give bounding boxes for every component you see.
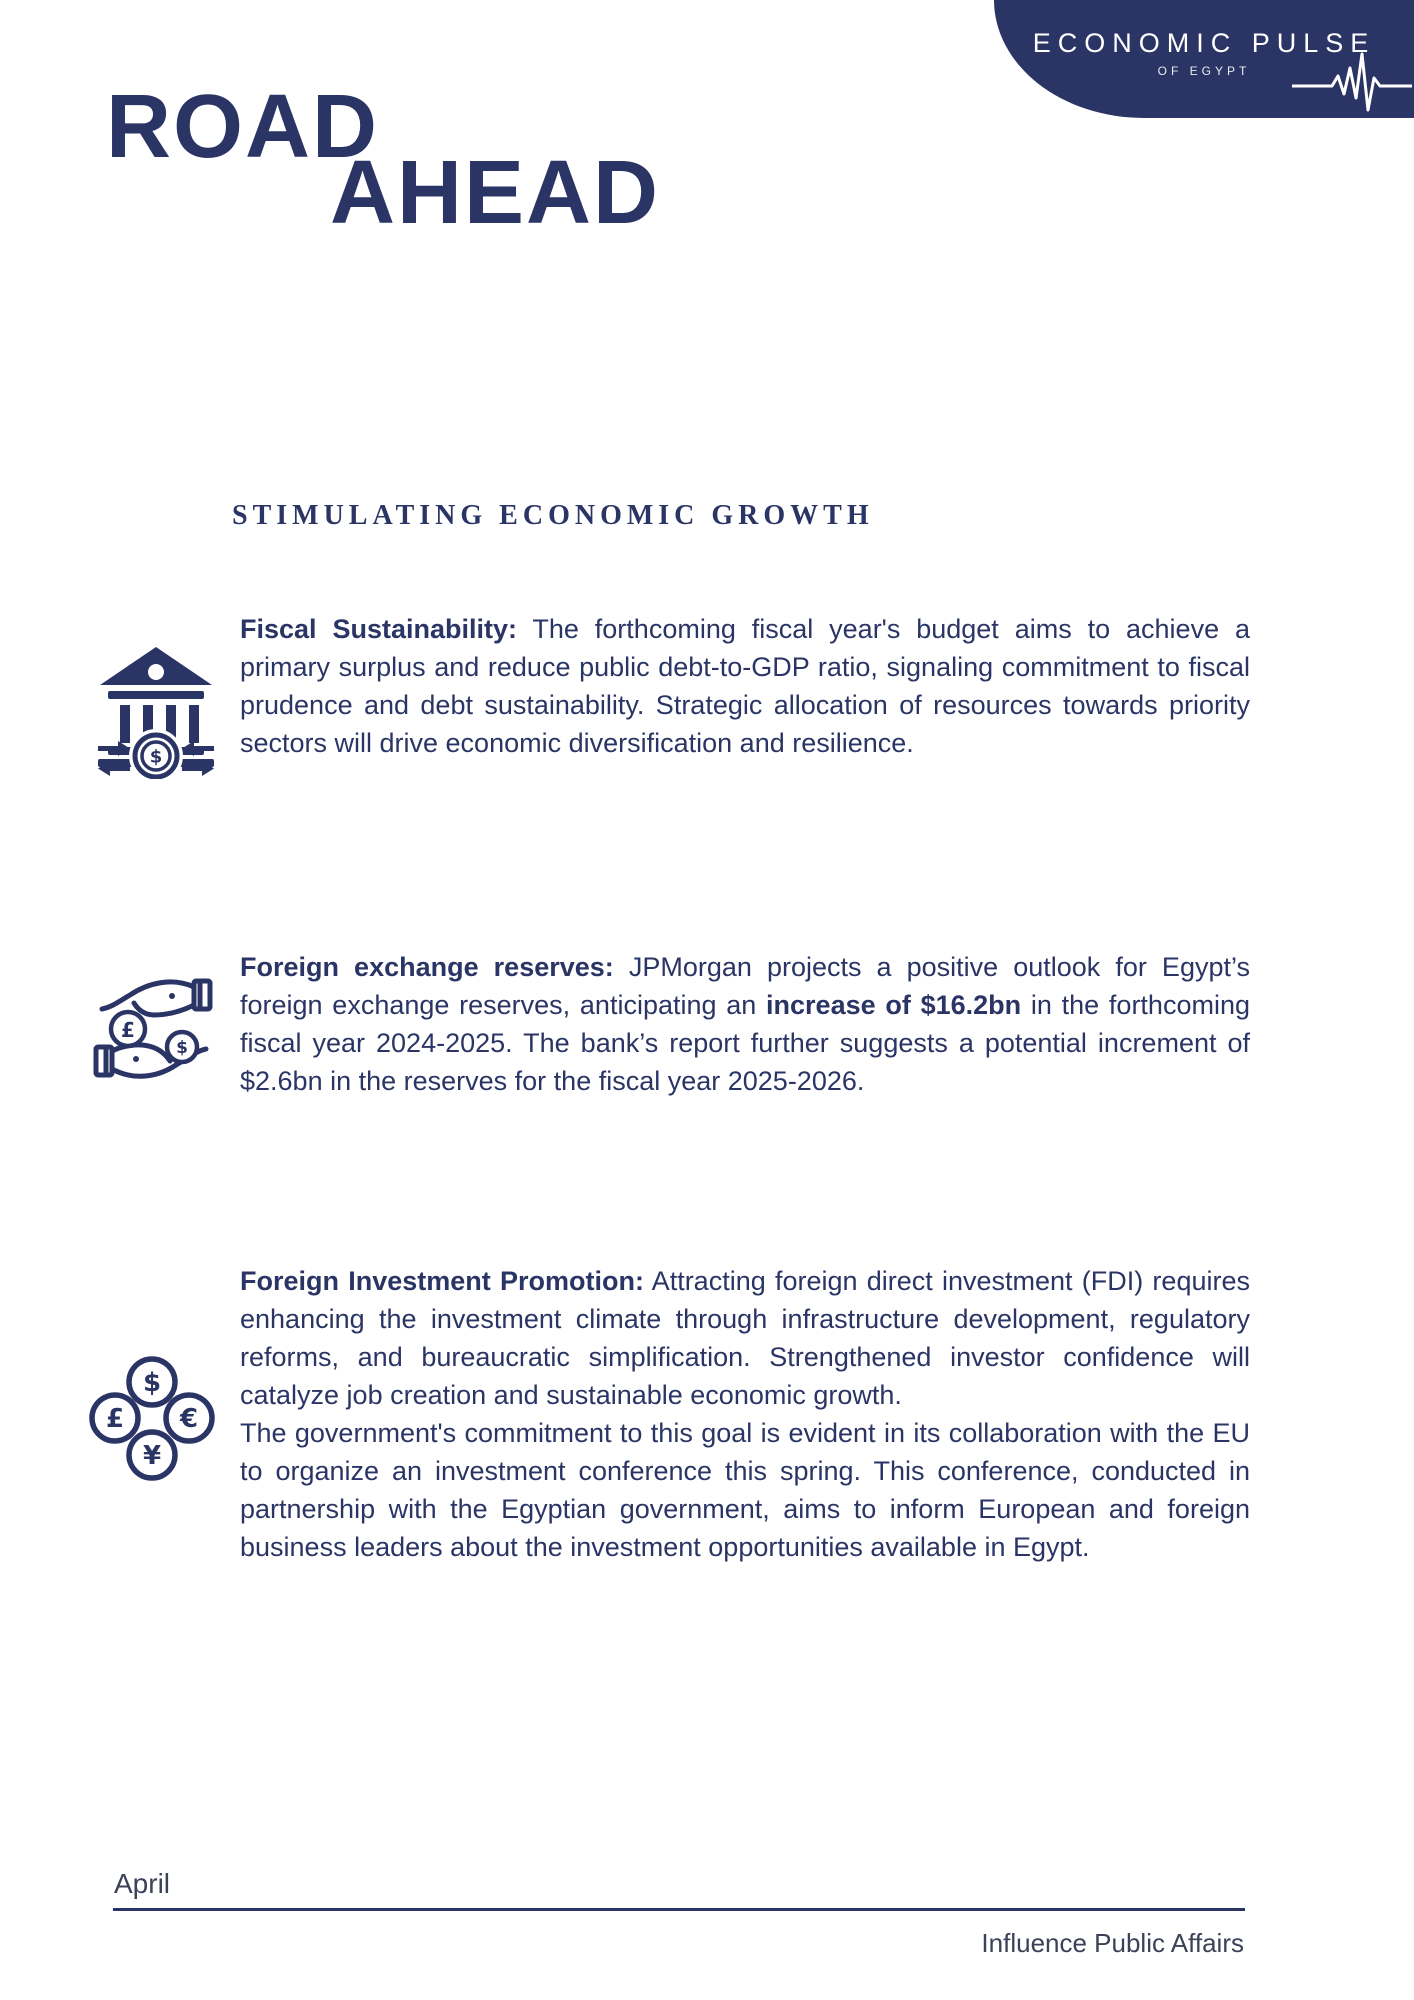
svg-text:¥: ¥	[142, 1441, 162, 1471]
footer-divider	[113, 1908, 1245, 1911]
section-heading: STIMULATING ECONOMIC GROWTH	[232, 500, 874, 531]
brand-name: ECONOMIC PULSE	[1032, 28, 1376, 58]
bank-transactions-icon	[96, 645, 216, 784]
page-title-line2: AHEAD	[330, 143, 661, 243]
paragraph: Foreign Investment Promotion: Attracting foreign direct investment (FDI) requires enhancing the investment climate through infrastructure development, regulatory reforms, and bureaucratic simplification. Strengthened investor confidence will catalyze job creation and sustainable economic growth.	[240, 1266, 1250, 1410]
hands-currency-exchange-icon	[88, 963, 218, 1098]
svg-text:£: £	[121, 1018, 135, 1042]
paragraph: The government's commitment to this goal is evident in its collaboration with the EU to organize an investment conference this spring. This conference, conducted in partnership with the Egyptian government, aims to inform European and foreign business leaders about the investment opportunities available in Egypt.	[240, 1418, 1250, 1562]
paragraph: Foreign exchange reserves: JPMorgan projects a positive outlook for Egypt’s foreign exchange reserves, anticipating an increase of $16.2bn in the forthcoming fiscal year 2024-2025. The bank’s report further suggests a potential increment of $2.6bn in the reserves for the fiscal year 2025-2026.	[240, 952, 1250, 1096]
footer-publisher: Influence Public Affairs	[981, 1928, 1244, 1958]
svg-text:£: £	[105, 1404, 125, 1434]
page-title-line1: ROAD	[106, 77, 379, 177]
article-foreign-investment-promotion	[240, 1262, 1250, 1566]
brand-badge	[994, 0, 1414, 118]
svg-text:$: $	[142, 1368, 162, 1398]
heartbeat-pulse-icon	[1292, 50, 1412, 114]
svg-text:$: $	[149, 746, 163, 768]
footer-month: April	[114, 1868, 171, 1899]
svg-text:€: €	[179, 1404, 199, 1434]
brand-tagline: OF EGYPT	[1157, 64, 1251, 78]
paragraph: Fiscal Sustainability: The forthcoming fiscal year's budget aims to achieve a primary surplus and reduce public debt-to-GDP ratio, signaling commitment to fiscal prudence and debt sustainability. Strategic allocation of resources towards priority sectors will drive economic diversification and resilience.	[240, 614, 1250, 758]
currency-coins-icon	[86, 1354, 216, 1489]
article-foreign-exchange-reserves	[240, 948, 1250, 1100]
svg-text:$: $	[176, 1038, 188, 1058]
article-fiscal-sustainability	[240, 610, 1250, 762]
